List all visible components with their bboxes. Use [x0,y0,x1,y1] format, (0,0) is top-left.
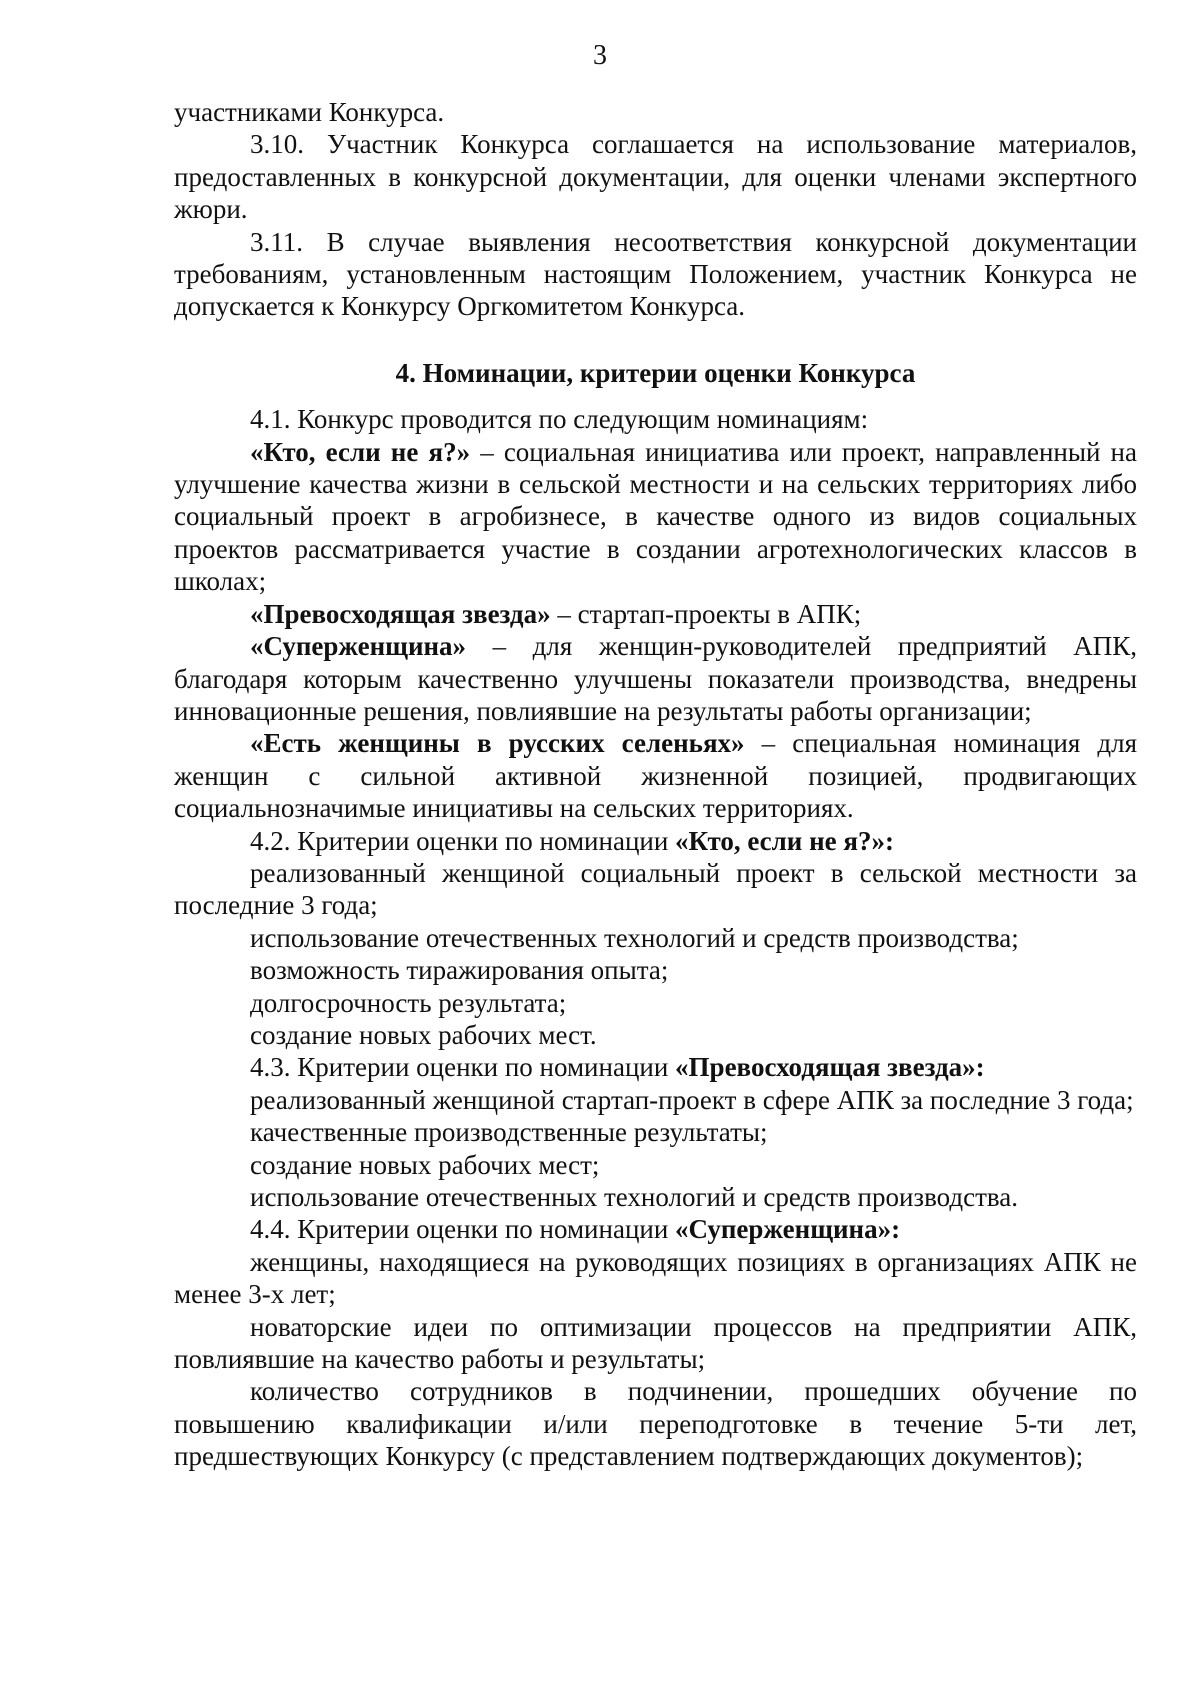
criteria-item: возможность тиражирования опыта; [250,955,669,986]
criteria-item: реализованный женщиной социальный проект в сельской местности за последние 3 года; [174,857,1137,921]
criteria-item: реализованный женщиной стартап-проект в сфере АПК за последние 3 года; [250,1084,1134,1115]
criteria-item: долгосрочность результата; [250,987,567,1018]
paragraph-4-4-lead: 4.4. Критерии оценки по номинации «Суперженщина»: [250,1214,901,1245]
criteria-item: качественные производственные результаты; [250,1117,768,1148]
criteria-item: создание новых рабочих мест. [250,1019,597,1050]
nomination-item [174,727,1137,824]
nomination-name: «Превосходящая звезда» [250,598,551,629]
criteria-item: использование отечественных технологий и средств производства. [250,1182,1019,1212]
nomination-item [174,436,1137,598]
nomination-text: – стартап-проекты в АПК; [550,598,862,629]
nomination-text: – для женщин-руководителей предприятий АПК, благодаря которым качественно улучшены показатели производства, внедрены инновационные решения, повлиявшие на результаты работы организации; [174,631,1137,726]
nomination-name: «Превосходящая звезда»: [675,1052,985,1083]
nomination-name: «Суперженщина» [250,631,467,662]
nomination-item [174,630,1137,727]
nomination-name: «Суперженщина»: [675,1214,901,1245]
criteria-item: количество сотрудников в подчинении, прошедших обучение по повышению квалификации и/или переподготовке в течение 5-ти лет, предшествующих Конкурсу (с представлением подтверждающих документов); [174,1376,1137,1472]
paragraph-4-2-lead: 4.2. Критерии оценки по номинации «Кто, если не я?»: [250,825,894,856]
nomination-name: «Кто, если не я?» [250,436,471,467]
paragraph-3-11: 3.11. В случае выявления несоответствия конкурсной документации требованиям, установленным настоящим Положением, участник Конкурса не допускается к Конкурсу Оргкомитетом Конкурса. [174,226,1137,322]
paragraph-3-9-end: участниками Конкурса. [174,97,445,127]
document-body [174,96,1137,1473]
criteria-item: использование отечественных технологий и средств производства; [250,922,1019,953]
paragraph-3-10: 3.10. Участник Конкурса соглашается на использование материалов, предоставленных в конкурсной документации, для оценки членами экспертного жюри. [174,129,1137,225]
criteria-item: новаторские идеи по оптимизации процессов на предприятии АПК, повлиявшие на качество работы и результаты; [174,1311,1137,1375]
nomination-name: «Есть женщины в русских селеньях» [250,728,745,759]
paragraph-4-3-lead: 4.3. Критерии оценки по номинации «Превосходящая звезда»: [250,1052,985,1083]
section-4-heading: 4. Номинации, критерии оценки Конкурса [395,357,916,388]
criteria-item: женщины, находящиеся на руководящих позициях в организациях АПК не менее 3-х лет; [174,1246,1137,1310]
nomination-text: – специальная номинация для женщин с сильной активной жизненной позицией, продвигающих социальнозначимые инициативы на сельских территориях. [174,728,1137,824]
paragraph-4-1: 4.1. Конкурс проводится по следующим номинациям: [250,404,869,435]
nomination-name: «Кто, если не я?»: [675,825,894,856]
criteria-item: создание новых рабочих мест; [250,1149,600,1180]
nomination-item [174,598,1137,630]
page-number: 3 [593,40,607,71]
nomination-text: – социальная инициатива или проект, направленный на улучшение качества жизни в сельской местности и на сельских территориях либо социальный проект в агробизнесе, в качестве одного из видов социальных проектов рассматривается участие в создании агротехнологических классов в школах; [174,436,1137,597]
